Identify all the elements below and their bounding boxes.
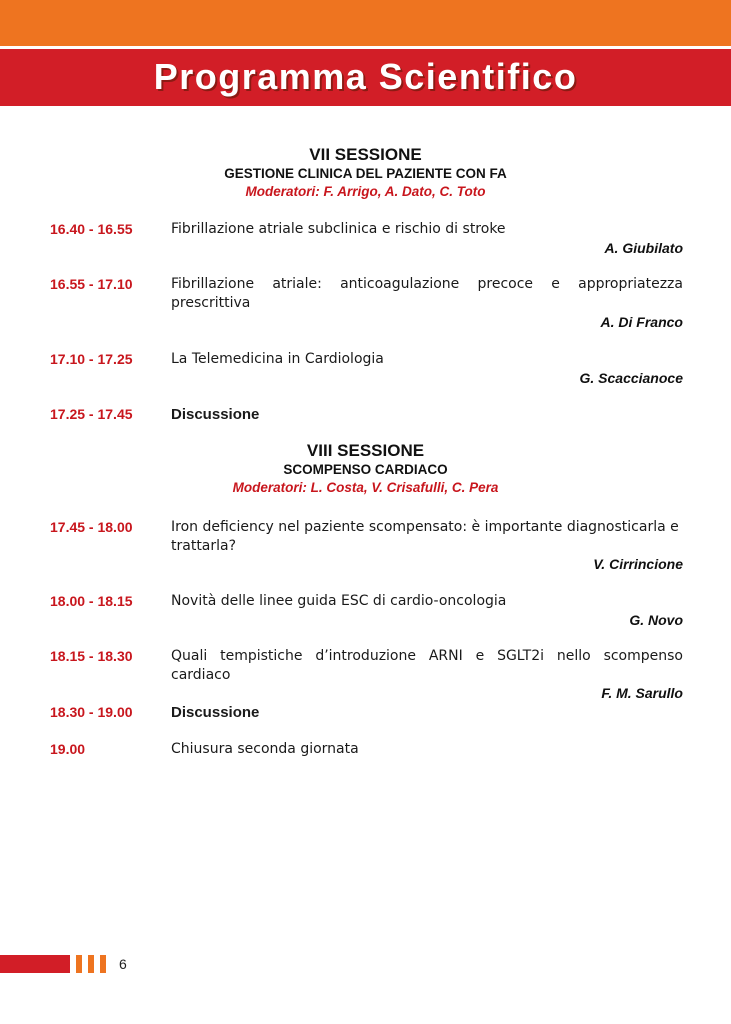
item-speaker: A. Giubilato (604, 240, 683, 256)
item-title: Iron deficiency nel paziente scompensato: è importante diagnosticarla e trattarla? (171, 519, 679, 554)
item-speaker: G. Novo (629, 612, 683, 628)
item-time: 18.15 - 18.30 (50, 648, 133, 664)
item-title: La Telemedicina in Cardiologia (171, 351, 384, 367)
page-number: 6 (119, 956, 127, 972)
item-speaker: A. Di Franco (600, 314, 683, 330)
session-header-viii (0, 441, 731, 497)
footer-stripe (76, 955, 82, 973)
item-title: Chiusura seconda giornata (171, 741, 359, 757)
item-time: 16.40 - 16.55 (50, 221, 133, 237)
item-title: Discussione (171, 704, 260, 721)
item-time: 17.10 - 17.25 (50, 351, 133, 367)
footer-stripe (100, 955, 106, 973)
item-title: Fibrillazione atriale subclinica e rischio di stroke (171, 221, 506, 237)
item-time: 18.00 - 18.15 (50, 593, 133, 609)
session-moderators: Moderatori: F. Arrigo, A. Dato, C. Toto (245, 184, 486, 199)
page-title: Programma Scientifico (153, 56, 578, 97)
session-subtitle: GESTIONE CLINICA DEL PAZIENTE CON FA (224, 166, 507, 181)
item-title: Fibrillazione atriale: anticoagulazione precoce e appropriatezza prescrittiva (171, 276, 683, 311)
item-time: 18.30 - 19.00 (50, 704, 133, 720)
session-moderators: Moderatori: L. Costa, V. Crisafulli, C. Pera (232, 480, 499, 495)
session-title: VII SESSIONE (309, 145, 422, 164)
item-time: 17.45 - 18.00 (50, 519, 133, 535)
header-top-band (0, 0, 731, 46)
session-subtitle: SCOMPENSO CARDIACO (283, 462, 448, 477)
item-speaker: V. Cirrincione (593, 556, 683, 572)
item-title: Novità delle linee guida ESC di cardio-oncologia (171, 593, 507, 609)
footer-stripe (88, 955, 94, 973)
item-time: 17.25 - 17.45 (50, 406, 133, 422)
item-speaker: G. Scaccianoce (579, 370, 683, 386)
item-time: 19.00 (50, 741, 86, 757)
session-title: VIII SESSIONE (306, 441, 425, 460)
session-header-vii (0, 145, 731, 201)
item-time: 16.55 - 17.10 (50, 276, 133, 292)
item-title: Quali tempistiche d’introduzione ARNI e SGLT2i nello scompenso cardiaco (171, 648, 683, 683)
footer-bar (0, 955, 70, 973)
item-title: Discussione (171, 406, 260, 423)
item-speaker: F. M. Sarullo (601, 685, 683, 701)
